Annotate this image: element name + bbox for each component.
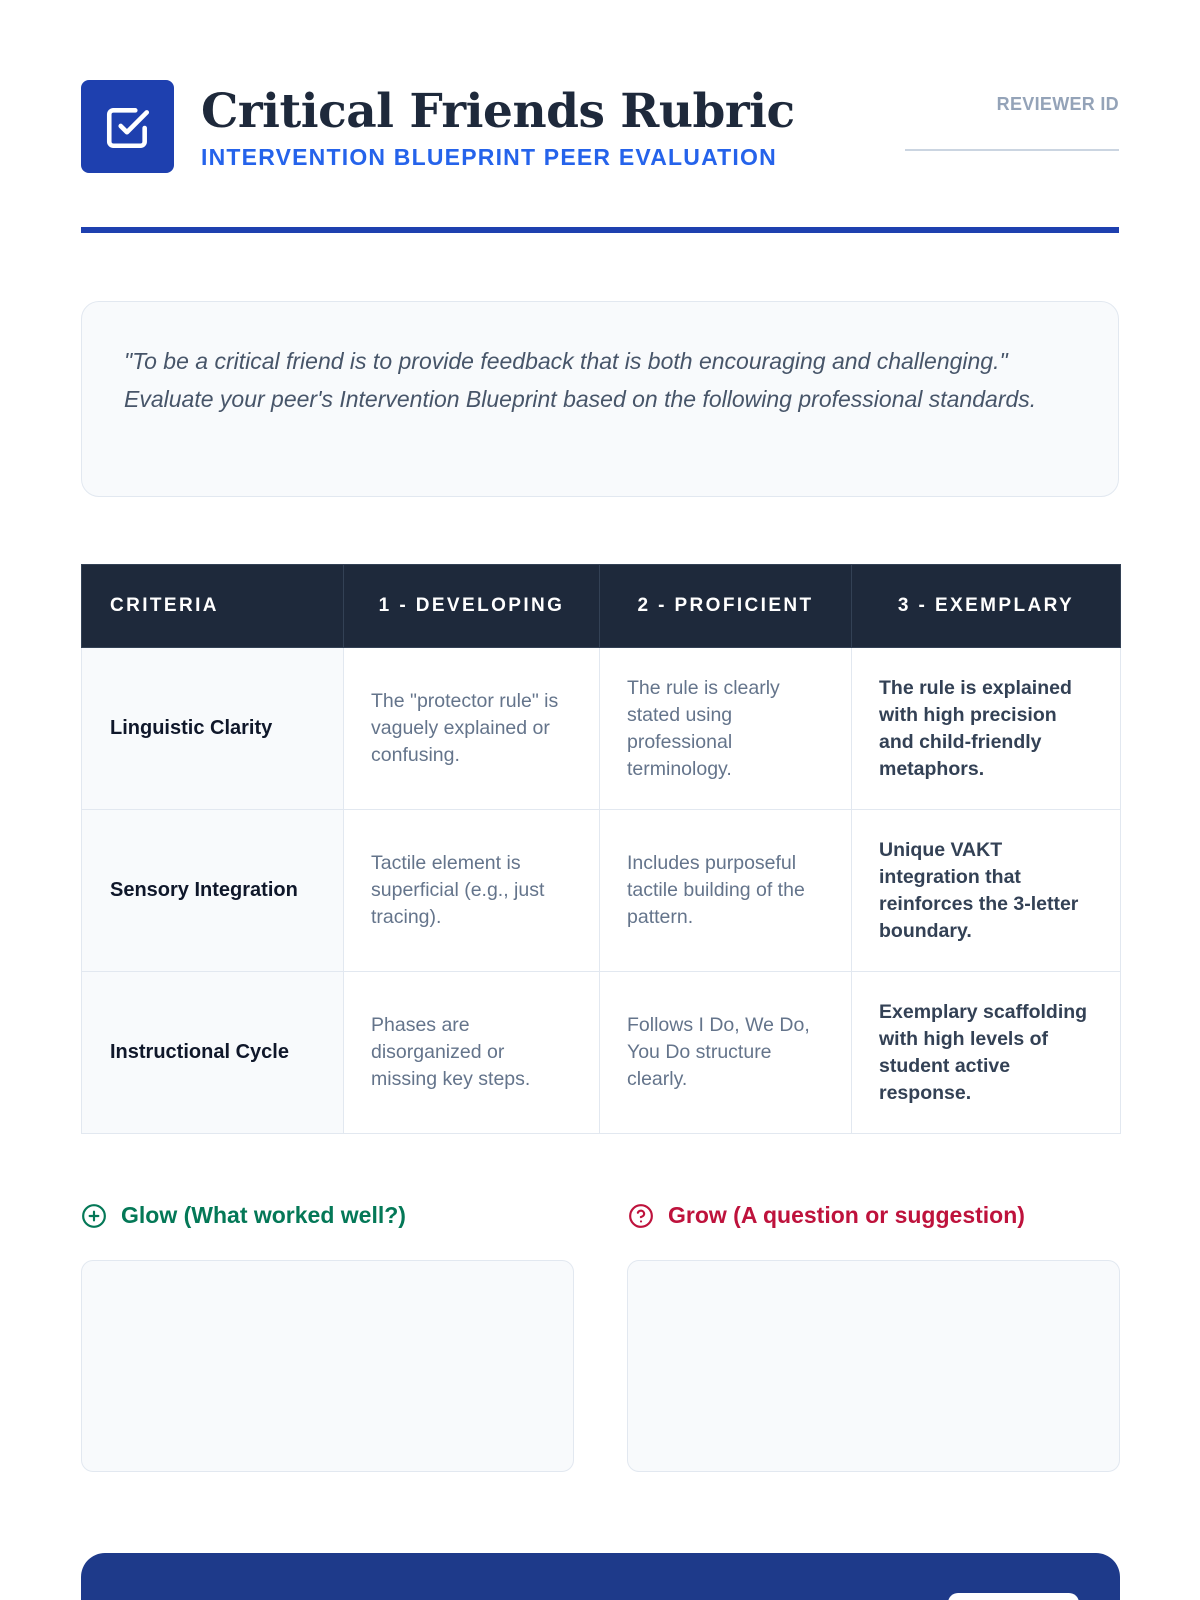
exemplary-cell[interactable]: Exemplary scaffolding with high levels of student active response. [852, 972, 1121, 1134]
page-title: Critical Friends Rubric [201, 84, 795, 139]
question-circle-icon [628, 1203, 654, 1229]
glow-label: Glow (What worked well?) [121, 1202, 406, 1228]
exemplary-cell[interactable]: Unique VAKT integration that reinforces the 3-letter boundary. [852, 810, 1121, 972]
header-divider [81, 227, 1119, 233]
criteria-cell: Instructional Cycle [82, 972, 344, 1134]
intro-quote: "To be a critical friend is to provide feedback that is both encouraging and challenging." Evaluate your peer's Intervention Blueprint based on the following professional standards. [124, 348, 1037, 412]
logo [81, 80, 174, 173]
plus-circle-icon [81, 1203, 107, 1229]
exemplary-cell[interactable]: The rule is explained with high precision and child-friendly metaphors. [852, 648, 1121, 810]
reviewer-id-block [905, 94, 1119, 151]
footer-bar [81, 1553, 1120, 1600]
developing-cell[interactable]: The "protector rule" is vaguely explained or confusing. [344, 648, 600, 810]
table-row [82, 648, 1121, 810]
column-header-exemplary: 3 - EXEMPLARY [852, 565, 1121, 648]
page-subtitle: INTERVENTION BLUEPRINT PEER EVALUATION [201, 144, 777, 170]
reviewer-id-label: REVIEWER ID [996, 94, 1119, 114]
column-header-proficient: 2 - PROFICIENT [600, 565, 852, 648]
table-row [82, 972, 1121, 1134]
page-header [81, 80, 1119, 176]
grow-label: Grow (A question or suggestion) [668, 1202, 1025, 1228]
proficient-cell[interactable]: The rule is clearly stated using professional terminology. [600, 648, 852, 810]
column-header-developing: 1 - DEVELOPING [344, 565, 600, 648]
table-row [82, 810, 1121, 972]
criteria-cell: Linguistic Clarity [82, 648, 344, 810]
glow-textarea[interactable] [81, 1260, 574, 1472]
reviewer-id-field[interactable] [905, 149, 1119, 151]
criteria-cell: Sensory Integration [82, 810, 344, 972]
title-block [201, 84, 795, 172]
glow-heading [81, 1202, 406, 1229]
rubric-header-row [82, 565, 1121, 648]
developing-cell[interactable]: Phases are disorganized or missing key steps. [344, 972, 600, 1134]
developing-cell[interactable]: Tactile element is superficial (e.g., just tracing). [344, 810, 600, 972]
rubric-table [81, 564, 1121, 1134]
grow-heading [628, 1202, 1025, 1229]
column-header-criteria: CRITERIA [82, 565, 344, 648]
intro-quote-box [81, 301, 1119, 497]
proficient-cell[interactable]: Includes purposeful tactile building of the pattern. [600, 810, 852, 972]
grow-textarea[interactable] [627, 1260, 1120, 1472]
footer-button[interactable] [948, 1593, 1079, 1600]
checkbox-icon [103, 102, 153, 152]
proficient-cell[interactable]: Follows I Do, We Do, You Do structure clearly. [600, 972, 852, 1134]
